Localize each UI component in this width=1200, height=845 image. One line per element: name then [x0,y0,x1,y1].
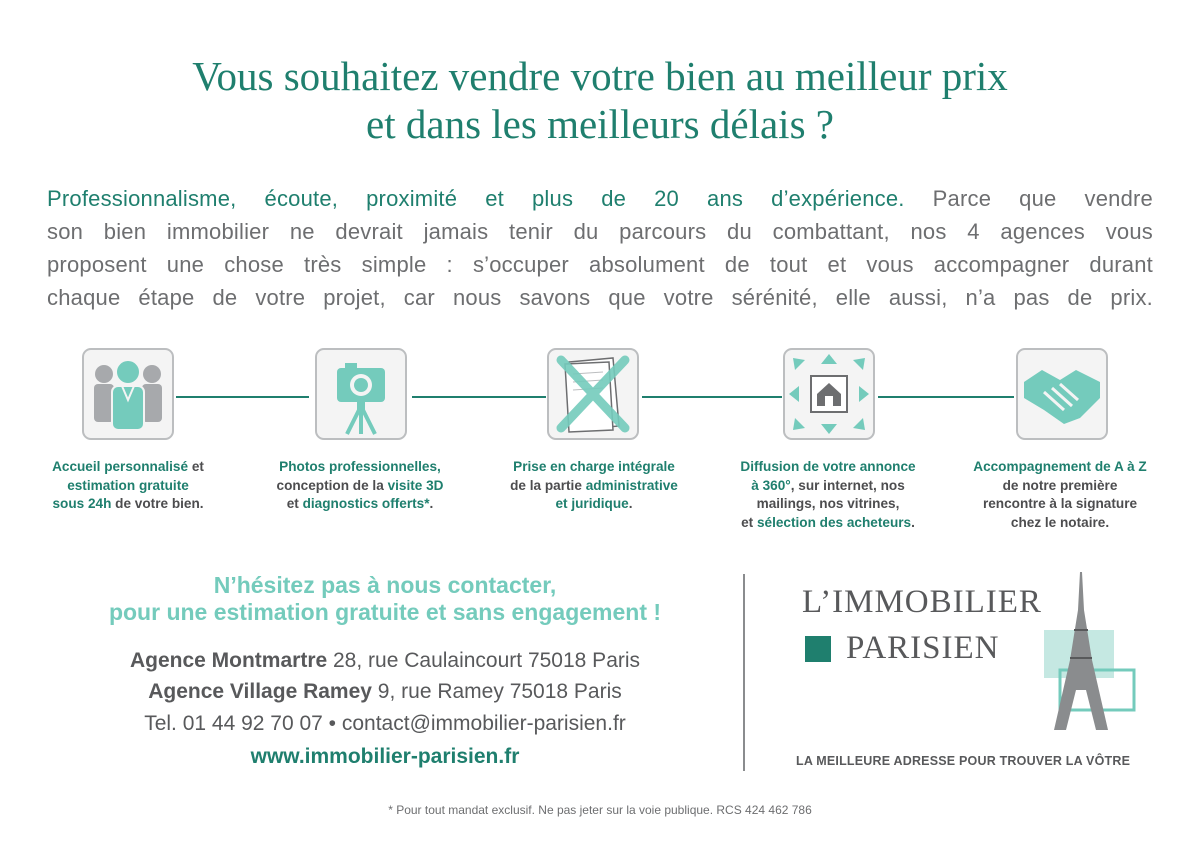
step-1-text: et [188,459,204,474]
step-4-text: sélection des acheteurs [756,514,912,530]
intro-paragraph [47,182,1153,314]
cta-line-2: pour une estimation gratuite et sans engagement ! [108,599,662,625]
headline-line-1: Vous souhaitez vendre votre bien au meilleur prix [192,53,1008,99]
step-2-text: Photos professionnelles, [279,459,441,474]
step-1-text: de votre bien. [111,496,204,511]
step-caption-2 [245,458,475,514]
step-caption-1 [13,458,243,514]
step-1-text: sous 24h [52,496,112,511]
intro-line-3: proposent une chose très simple : s’occuper absolument de tout et vous accompagner durant [47,252,1153,277]
brand-tagline: LA MEILLEURE ADRESSE POUR TROUVER LA VÔTRE [796,754,1131,768]
step-3-text: de la partie [510,477,586,493]
phone-email-line: Tel. 01 44 92 70 07 • contact@immobilier-parisien.fr [144,712,626,735]
divider [743,574,745,771]
cta-line-1: N’hésitez pas à nous contacter, [213,572,557,598]
intro-line-2: son bien immobilier ne devrait jamais tenir du parcours du combattant, nos 4 agences vous [47,219,1153,244]
intro-line-4: chaque étape de votre projet, car nous savons que votre sérénité, elle aussi, n’a pas de prix. [47,285,1153,310]
eiffel-tower-logo [1030,570,1140,740]
agency-village-ramey [60,679,710,705]
step-4-text: , sur internet, nos [790,477,905,493]
step-caption-4 [713,458,943,532]
step-5-text: chez le notaire. [1010,514,1110,530]
step-5-text: Accompagnement de A à Z [973,459,1147,474]
camera-icon [315,348,407,440]
contact-call-to-action [60,572,710,626]
step-3-text: Prise en charge intégrale [513,459,675,474]
step-4-text: Diffusion de votre annonce [740,459,916,474]
step-connector [176,396,309,398]
website-link[interactable]: www.immobilier-parisien.fr [250,745,520,768]
brand-square [805,636,831,662]
agency-address: 28, rue Caulaincourt 75018 Paris [327,649,641,672]
step-2-text: et [286,496,303,511]
step-3-text: . [628,496,633,511]
step-4-text: mailings, nos vitrines, [756,496,900,511]
brand-name-line-2: PARISIEN [846,630,1000,666]
footnote: * Pour tout mandat exclusif. Ne pas jeter sur la voie publique. RCS 424 462 786 [388,803,812,817]
agency-montmartre [60,648,710,674]
step-3-text: administrative [585,477,678,493]
step-1-text: estimation gratuite [67,477,189,493]
intro-rest-1: Parce que vendre [904,186,1153,211]
headline [0,52,1200,148]
agency-name: Agence Village Ramey [148,680,372,703]
step-2-text: conception de la [276,477,388,493]
agency-address: 9, rue Ramey 75018 Paris [371,680,622,703]
documents-icon [547,348,639,440]
step-caption-3 [479,458,709,514]
step-4-text: à 360° [751,477,791,493]
step-4-text: et [741,514,757,530]
step-5-text: de notre première [1002,477,1118,493]
step-2-text: visite 3D [387,477,444,493]
diffusion-icon [783,348,875,440]
brand-name-line-1: L’IMMOBILIER [802,584,1042,620]
people-icon [82,348,174,440]
intro-lead: Professionnalisme, écoute, proximité et plus de 20 ans d’expérience. [47,186,905,211]
handshake-icon [1016,348,1108,440]
step-2-text: . [429,496,434,511]
step-4-text: . [911,514,915,530]
step-2-text: diagnostics offerts* [302,496,430,511]
step-1-text: Accueil personnalisé [52,459,189,474]
step-connector [642,396,782,398]
headline-line-2: et dans les meilleurs délais ? [366,101,834,147]
step-connector [412,396,546,398]
agency-name: Agence Montmartre [129,649,328,672]
step-caption-5 [945,458,1175,532]
step-connector [878,396,1014,398]
step-3-text: et juridique [555,496,629,511]
step-5-text: rencontre à la signature [982,496,1138,511]
